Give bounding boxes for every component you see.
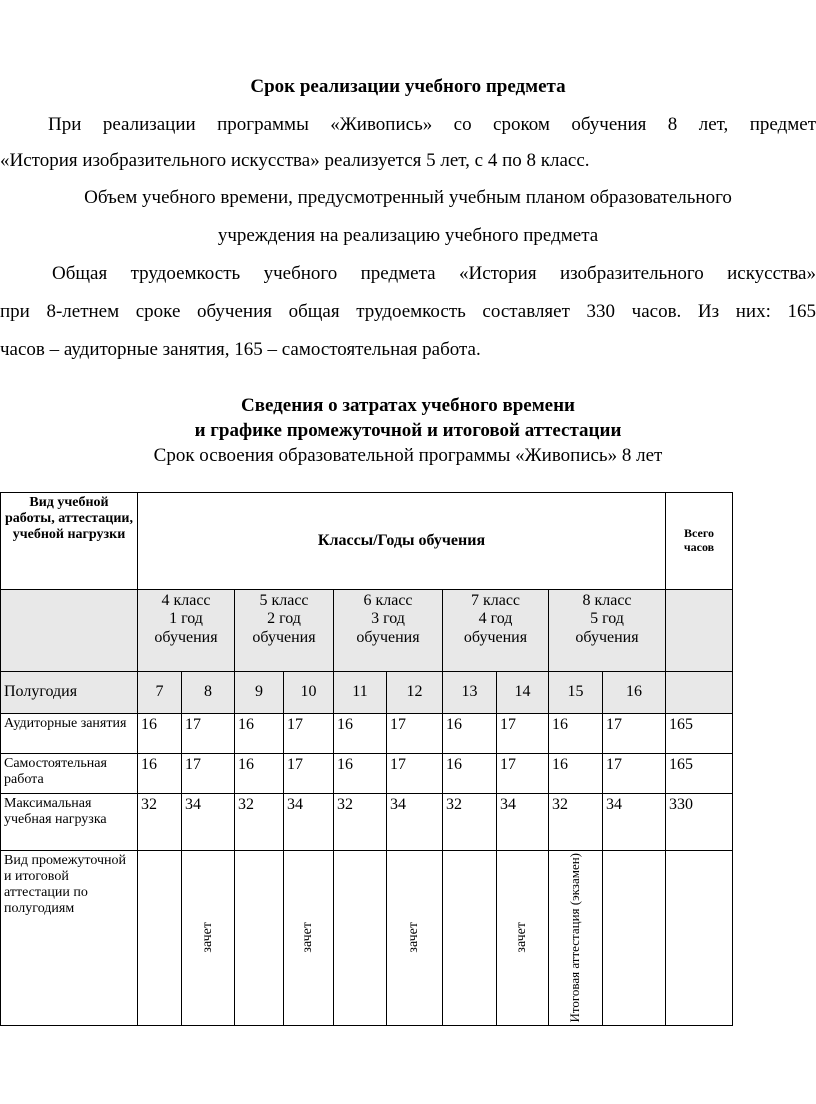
value-cell: 17 [497, 754, 549, 794]
row-label: Самостоятельная работа [1, 754, 138, 794]
value-cell: 17 [497, 714, 549, 754]
attest-cell [138, 851, 182, 1026]
value-cell: 16 [138, 714, 182, 754]
year-cell: 5 класс 2 год обучения [235, 590, 334, 672]
attest-cell [235, 851, 284, 1026]
semesters-label: Полугодия [1, 672, 138, 714]
para1-line2: «История изобразительного искусства» реализуется 5 лет, с 4 по 8 класс. [0, 150, 590, 171]
semester-cell: 11 [334, 672, 387, 714]
col-header-total: Всего часов [666, 493, 733, 590]
header-row [1, 493, 733, 590]
year-cell: 7 класс 4 год обучения [443, 590, 549, 672]
value-cell: 17 [284, 754, 334, 794]
semester-cell: 7 [138, 672, 182, 714]
attest-cell [443, 851, 497, 1026]
semester-cell: 14 [497, 672, 549, 714]
value-cell: 16 [549, 714, 603, 754]
value-cell: 34 [387, 794, 443, 851]
semester-cell: 12 [387, 672, 443, 714]
value-cell: 16 [443, 714, 497, 754]
value-cell: 17 [387, 754, 443, 794]
value-cell: 16 [235, 754, 284, 794]
section-subtitle: Срок освоения образовательной программы «Живопись» 8 лет [153, 445, 663, 466]
semester-cell: 16 [603, 672, 666, 714]
value-cell: 17 [603, 754, 666, 794]
year-cell: 8 класс 5 год обучения [549, 590, 666, 672]
para3-line3: часов – аудиторные занятия, 165 – самостоятельная работа. [0, 339, 481, 360]
value-cell: 34 [497, 794, 549, 851]
para2-line1: Объем учебного времени, предусмотренный учебным планом образовательного [84, 187, 732, 208]
semesters-total-empty [666, 672, 733, 714]
semester-cell: 9 [235, 672, 284, 714]
value-cell: 16 [443, 754, 497, 794]
attest-cell: зачет [387, 851, 443, 1026]
value-cell: 16 [334, 754, 387, 794]
semester-cell: 13 [443, 672, 497, 714]
attest-cell: зачет [284, 851, 334, 1026]
years-row [1, 590, 733, 672]
value-cell: 34 [284, 794, 334, 851]
total-cell: 165 [666, 754, 733, 794]
attest-cell [603, 851, 666, 1026]
hours-table [0, 492, 733, 1026]
semester-cell: 10 [284, 672, 334, 714]
table-row [1, 754, 733, 794]
value-cell: 17 [284, 714, 334, 754]
year-cell: 6 класс 3 год обучения [334, 590, 443, 672]
value-cell: 32 [443, 794, 497, 851]
value-cell: 17 [182, 714, 235, 754]
attest-cell [334, 851, 387, 1026]
attest-total-empty [666, 851, 733, 1026]
years-row-empty [1, 590, 138, 672]
value-cell: 34 [182, 794, 235, 851]
value-cell: 17 [387, 714, 443, 754]
para2-line2: учреждения на реализацию учебного предмета [217, 225, 599, 246]
attest-cell: зачет [182, 851, 235, 1026]
row-label: Аудиторные занятия [1, 714, 138, 754]
section-title-1: Сведения о затратах учебного времени [240, 395, 575, 416]
attestation-label: Вид промежуточной и итоговой аттестации по полугодиям [1, 851, 138, 1026]
attest-cell: Итоговая аттестация (экзамен) [549, 851, 603, 1026]
value-cell: 32 [334, 794, 387, 851]
value-cell: 16 [334, 714, 387, 754]
col-header-left: Вид учебной работы, аттестации, учебной нагрузки [1, 493, 138, 590]
semester-cell: 15 [549, 672, 603, 714]
total-cell: 330 [666, 794, 733, 851]
value-cell: 17 [603, 714, 666, 754]
semester-cell: 8 [182, 672, 235, 714]
value-cell: 32 [138, 794, 182, 851]
para3-line1: Общая трудоемкость учебного предмета «История изобразительного искусства» [52, 263, 816, 284]
table-row [1, 714, 733, 754]
value-cell: 34 [603, 794, 666, 851]
col-header-classes: Классы/Годы обучения [138, 493, 666, 590]
heading: Срок реализации учебного предмета [250, 76, 566, 97]
data-rows [1, 714, 733, 851]
para3-line2: при 8-летнем сроке обучения общая трудоемкость составляет 330 часов. Из них: 165 [0, 301, 816, 322]
total-cell: 165 [666, 714, 733, 754]
value-cell: 32 [235, 794, 284, 851]
value-cell: 17 [182, 754, 235, 794]
attestation-row [1, 851, 733, 1026]
value-cell: 32 [549, 794, 603, 851]
attest-cell: зачет [497, 851, 549, 1026]
table-row [1, 794, 733, 851]
para1-line1: При реализации программы «Живопись» со сроком обучения 8 лет, предмет [48, 114, 816, 135]
row-label: Максимальная учебная нагрузка [1, 794, 138, 851]
semesters-row [1, 672, 733, 714]
section-title-2: и графике промежуточной и итоговой аттестации [194, 420, 622, 441]
value-cell: 16 [549, 754, 603, 794]
years-row-total-empty [666, 590, 733, 672]
value-cell: 16 [235, 714, 284, 754]
value-cell: 16 [138, 754, 182, 794]
year-cell: 4 класс 1 год обучения [138, 590, 235, 672]
